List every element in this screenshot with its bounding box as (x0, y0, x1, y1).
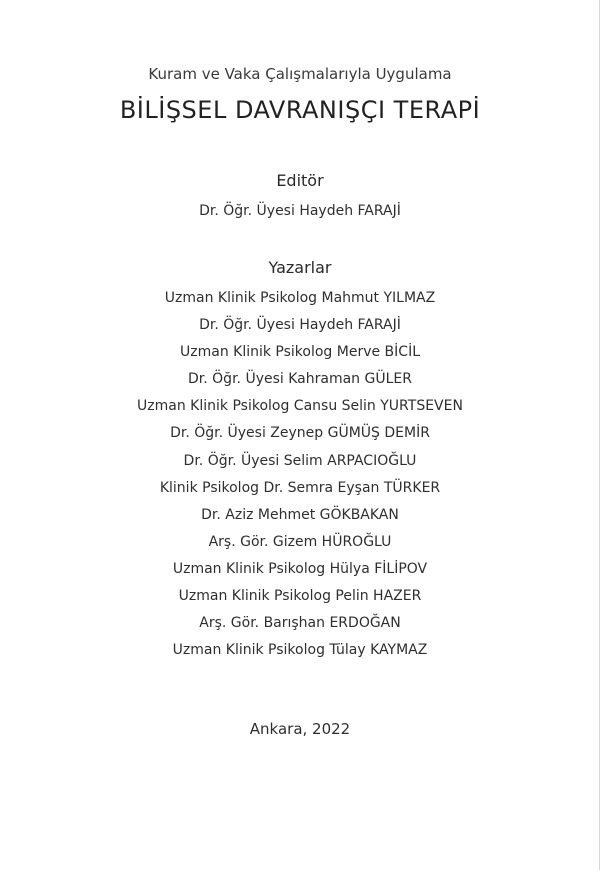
editor-name: Dr. Öğr. Üyesi Haydeh FARAJİ (199, 203, 401, 219)
author-name: Arş. Gör. Gizem HÜROĞLU (208, 533, 392, 550)
authors-list (0, 288, 600, 667)
editor-label: Editör (276, 171, 324, 190)
author-name: Uzman Klinik Psikolog Cansu Selin YURTSEVEN (137, 398, 463, 415)
author-name: Klinik Psikolog Dr. Semra Eyşan TÜRKER (159, 479, 441, 496)
author-name: Uzman Klinik Psikolog Pelin HAZER (178, 588, 422, 605)
book-title: BİLİŞSEL DAVRANIŞÇI TERAPİ (119, 96, 481, 124)
author-name: Uzman Klinik Psikolog Hülya FİLİPOV (172, 560, 428, 577)
author-name: Dr. Öğr. Üyesi Kahraman GÜLER (188, 371, 412, 388)
publication-place-date: Ankara, 2022 (249, 720, 351, 738)
author-name: Uzman Klinik Psikolog Tülay KAYMAZ (172, 642, 428, 659)
author-name: Arş. Gör. Barışhan ERDOĞAN (199, 615, 401, 632)
author-name: Dr. Öğr. Üyesi Haydeh FARAJİ (199, 317, 401, 334)
author-name: Dr. Öğr. Üyesi Zeynep GÜMÜŞ DEMİR (170, 425, 430, 442)
author-name: Uzman Klinik Psikolog Merve BİCİL (180, 344, 420, 361)
authors-label: Yazarlar (268, 258, 332, 277)
author-name: Dr. Aziz Mehmet GÖKBAKAN (201, 506, 399, 523)
author-name: Uzman Klinik Psikolog Mahmut YILMAZ (164, 290, 436, 306)
book-subtitle: Kuram ve Vaka Çalışmalarıyla Uygulama (148, 65, 452, 83)
author-name: Dr. Öğr. Üyesi Selim ARPACIOĞLU (183, 452, 417, 469)
